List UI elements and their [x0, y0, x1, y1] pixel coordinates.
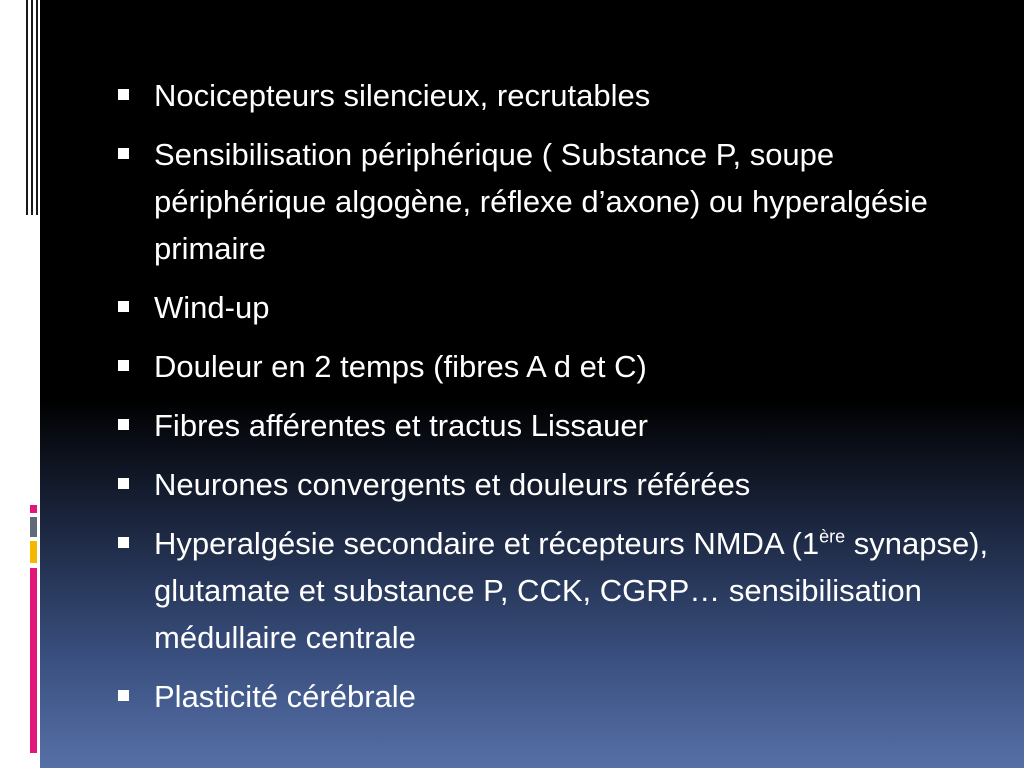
square-bullet-icon [118, 537, 129, 548]
bullet-list [113, 72, 993, 720]
square-bullet-icon [118, 301, 129, 312]
bullet-item [113, 402, 993, 449]
superscript-text: ère [819, 526, 846, 547]
bullet-text: Douleur en 2 temps (fibres A d et C) [154, 349, 647, 384]
square-bullet-icon [118, 148, 129, 159]
bullet-item [113, 284, 993, 331]
bullet-text: Wind-up [154, 290, 270, 325]
bullet-text: Neurones convergents et douleurs référées [154, 467, 751, 502]
bullet-item [113, 72, 993, 119]
decor-line [36, 0, 38, 215]
square-bullet-icon [118, 89, 129, 100]
decor-pink-bar [30, 568, 37, 753]
square-bullet-icon [118, 360, 129, 371]
slide-content [113, 72, 993, 732]
bullet-text: Fibres afférentes et tractus Lissauer [154, 408, 648, 443]
bullet-text: Sensibilisation périphérique ( Substance P, soupe périphérique algogène, réflexe d’axone) ou hyperalgésie primaire [154, 137, 928, 266]
bullet-text: Plasticité cérébrale [154, 679, 416, 714]
square-bullet-icon [118, 419, 129, 430]
square-bullet-icon [118, 478, 129, 489]
square-bullet-icon [118, 690, 129, 701]
decor-gray-bar [30, 517, 37, 537]
decor-pink-tick [30, 505, 37, 513]
bullet-text: Nocicepteurs silencieux, recrutables [154, 78, 651, 113]
decor-line [26, 0, 28, 215]
decorative-side-bars [26, 0, 40, 768]
bullet-item [113, 461, 993, 508]
bullet-item [113, 520, 993, 661]
bullet-text-before: Hyperalgésie secondaire et récepteurs NMDA (1 [154, 526, 820, 561]
decor-yellow-bar [30, 541, 37, 563]
bullet-text-after: synapse), glutamate et substance P, CCK, CGRP… sensibilisation médullaire centrale [154, 526, 989, 655]
decor-line [31, 0, 33, 215]
bullet-item [113, 131, 993, 272]
bullet-item [113, 673, 993, 720]
bullet-item [113, 343, 993, 390]
